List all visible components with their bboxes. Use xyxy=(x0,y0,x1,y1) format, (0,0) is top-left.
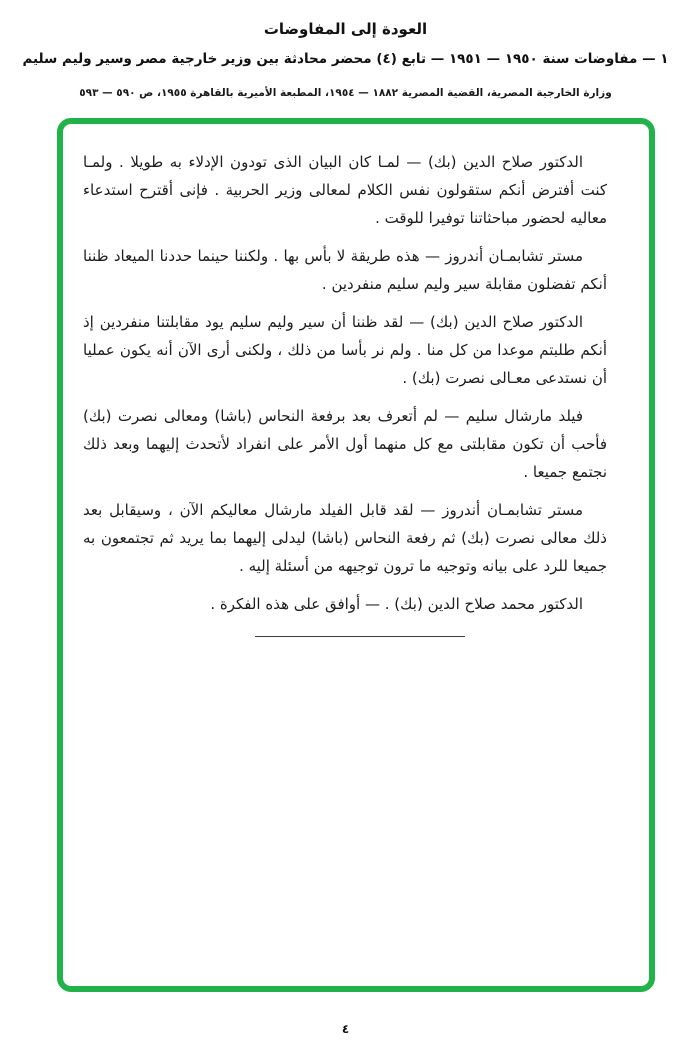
transcript-content xyxy=(83,148,607,637)
section-divider xyxy=(255,636,465,637)
transcript-paragraph: الدكتور محمد صلاح الدين (بك) . — أوافق على هذه الفكرة . xyxy=(210,595,583,613)
document-subtitle: ١ — مفاوضات سنة ١٩٥٠ — ١٩٥١ — تابع (٤) محضر محادثة بين وزير خارجية مصر وسير وليم سليم xyxy=(22,51,669,67)
green-border-box xyxy=(57,118,655,992)
transcript-paragraph: فيلد مارشال سليم — لم أتعرف بعد برفعة النحاس (باشا) ومعالى نصرت (بك) فأحب أن تكون مقابلتى مع كل منهما أول الأمر على انفراد لأتحدث إليهما وبعد ذلك نجتمع جميعا . xyxy=(83,407,607,481)
transcript-paragraph: مستر تشابمـان أندروز — هذه طريقة لا بأس بها . ولكننا حينما حددنا الميعاد ظننا أنكم تفضلون مقابلة سير وليم سليم منفردين . xyxy=(83,247,607,293)
source-citation: وزارة الخارجية المصرية، القضية المصرية ١٨٨٢ — ١٩٥٤، المطبعة الأميرية بالقاهرة ١٩٥٥، ص ٥٩٠ — ٥٩٣ xyxy=(79,87,612,99)
transcript-paragraph: مستر تشابمـان أندروز — لقد قابل الفيلد مارشال معاليكم الآن ، وسيقابل بعد ذلك معالى نصرت (بك) ثم رفعة النحاس (باشا) ليدلى إليهما بما يريد ثم تجتمعون به جميعا للرد على بيانه وتوجيه ما ترون توجيهه من أسئلة إليه . xyxy=(83,501,607,575)
page-title: العودة إلى المفاوضات xyxy=(263,20,428,38)
transcript-paragraph: الدكتور صلاح الدين (بك) — لقد ظننا أن سير وليم سليم يود مقابلتنا منفردين إذ أنكم طلبتم موعدا من كل منا . ولم نر بأسا من ذلك ، ولكنى أرى الآن أنه يكون عمليا أن نستدعى معـالى نصرت (بك) . xyxy=(83,313,607,387)
transcript-paragraph: الدكتور صلاح الدين (بك) — لمـا كان البيان الذى تودون الإدلاء به طويلا . ولمـا كنت أفترض أنكم ستقولون نفس الكلام لمعالى وزير الحربية . فإنى أقترح استدعاء معاليه لحضور مباحثاتنا توفيرا للوقت . xyxy=(83,153,607,227)
page-number: ٤ xyxy=(341,1022,350,1036)
